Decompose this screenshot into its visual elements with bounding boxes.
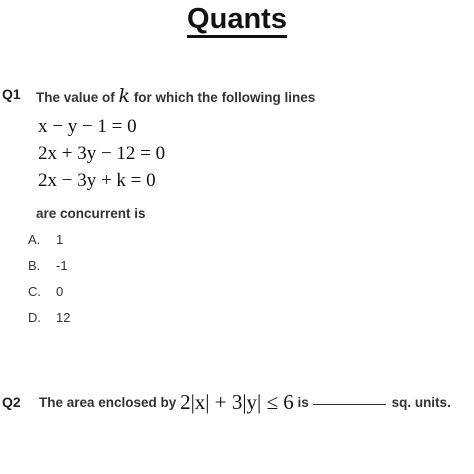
question-1-variable: k bbox=[118, 85, 131, 107]
option-b-value: -1 bbox=[56, 258, 68, 273]
answer-blank[interactable] bbox=[313, 404, 386, 405]
question-2-text-before: The area enclosed by bbox=[39, 395, 177, 410]
question-2-text-is: is bbox=[297, 395, 309, 410]
question-1-text-before: The value of bbox=[36, 90, 115, 105]
equation-3: 2x − 3y + k = 0 bbox=[38, 170, 156, 191]
question-2-text-after: sq. units. bbox=[391, 395, 451, 410]
equation-2: 2x + 3y − 12 = 0 bbox=[38, 143, 166, 164]
option-c-value: 0 bbox=[56, 284, 64, 299]
question-2-expression: 2|x| + 3|y| ≤ 6 bbox=[180, 390, 294, 414]
equation-1: x − y − 1 = 0 bbox=[38, 116, 137, 137]
question-1-prompt bbox=[36, 85, 315, 107]
option-a-value: 1 bbox=[56, 232, 64, 247]
page-title bbox=[0, 2, 474, 36]
option-d-letter: D. bbox=[28, 310, 41, 325]
option-a[interactable] bbox=[28, 232, 63, 247]
question-2-number: Q2 bbox=[2, 394, 21, 410]
option-a-letter: A. bbox=[28, 232, 41, 247]
question-1-text-after: for which the following lines bbox=[133, 90, 316, 105]
option-c[interactable] bbox=[28, 284, 63, 299]
option-d-value: 12 bbox=[56, 310, 71, 325]
page-title-text: Quants bbox=[187, 3, 287, 38]
option-d[interactable] bbox=[28, 310, 70, 325]
question-1-number: Q1 bbox=[2, 86, 21, 102]
question-2-prompt bbox=[39, 390, 451, 415]
option-b[interactable] bbox=[28, 258, 68, 273]
question-1-text-end: are concurrent is bbox=[36, 206, 146, 221]
option-b-letter: B. bbox=[28, 258, 41, 273]
option-c-letter: C. bbox=[28, 284, 41, 299]
